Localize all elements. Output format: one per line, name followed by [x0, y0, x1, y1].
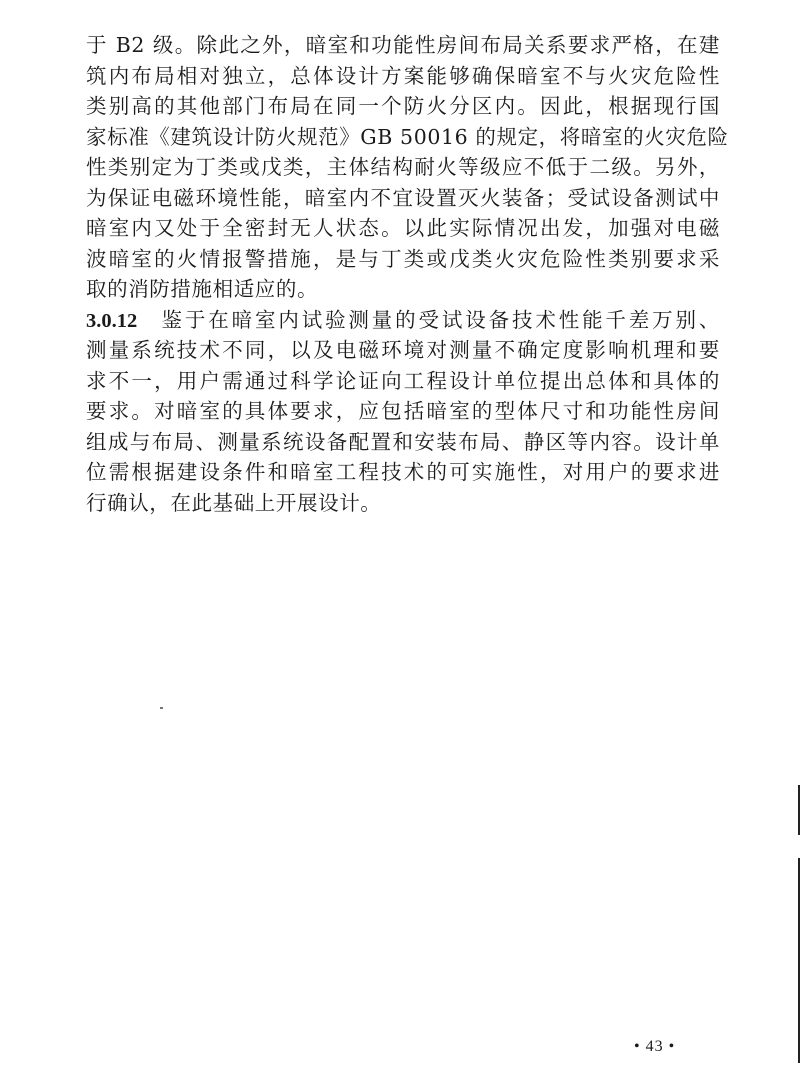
- text-line: 组成与布局、测量系统设备配置和安装布局、静区等内容。设计单: [86, 429, 720, 454]
- text-line: 测量系统技术不同，以及电磁环境对测量不确定度影响机理和要: [86, 338, 720, 362]
- text-line: 性类别定为丁类或戊类，主体结构耐火等级应不低于二级。另外，: [86, 155, 720, 179]
- text-line: 要求。对暗室的具体要求，应包括暗室的型体尺寸和功能性房间: [86, 399, 720, 423]
- text-line: 行确认，在此基础上开展设计。: [86, 490, 382, 515]
- text-line: 取的消防措施相适应的。: [86, 277, 319, 301]
- text-line: 筑内布局相对独立，总体设计方案能够确保暗室不与火灾危险性: [86, 63, 720, 88]
- document-page: [86, 30, 729, 518]
- text-line: 于 B2 级。除此之外，暗室和功能性房间布局关系要求严格，在建: [86, 33, 720, 57]
- text-line: 位需根据建设条件和暗室工程技术的可实施性，对用户的要求进: [86, 460, 720, 484]
- clause-first-line: [86, 305, 720, 336]
- clause-3-0-12: [86, 305, 720, 519]
- paragraph-continuation: [86, 30, 729, 305]
- text-line: 暗室内又处于全密封无人状态。以此实际情况出发，加强对电磁: [86, 216, 720, 240]
- scan-speck: [160, 707, 163, 709]
- text-line: 家标准《建筑设计防火规范》GB 50016 的规定，将暗室的火灾危险: [86, 124, 729, 149]
- text-line: 类别高的其他部门布局在同一个防火分区内。因此，根据现行国: [86, 94, 720, 118]
- clause-text: 鉴于在暗室内试验测量的受试设备技术性能千差万别、: [159, 307, 720, 332]
- clause-number: 3.0.12: [86, 309, 138, 332]
- text-line: 为保证电磁环境性能，暗室内不宜设置灭火装备；受试设备测试中: [86, 185, 720, 210]
- page-number: • 43 •: [634, 1038, 676, 1055]
- text-line: 波暗室的火情报警措施，是与丁类或戊类火灾危险性类别要求采: [86, 246, 720, 271]
- text-line: 求不一，用户需通过科学论证向工程设计单位提出总体和具体的: [86, 368, 720, 393]
